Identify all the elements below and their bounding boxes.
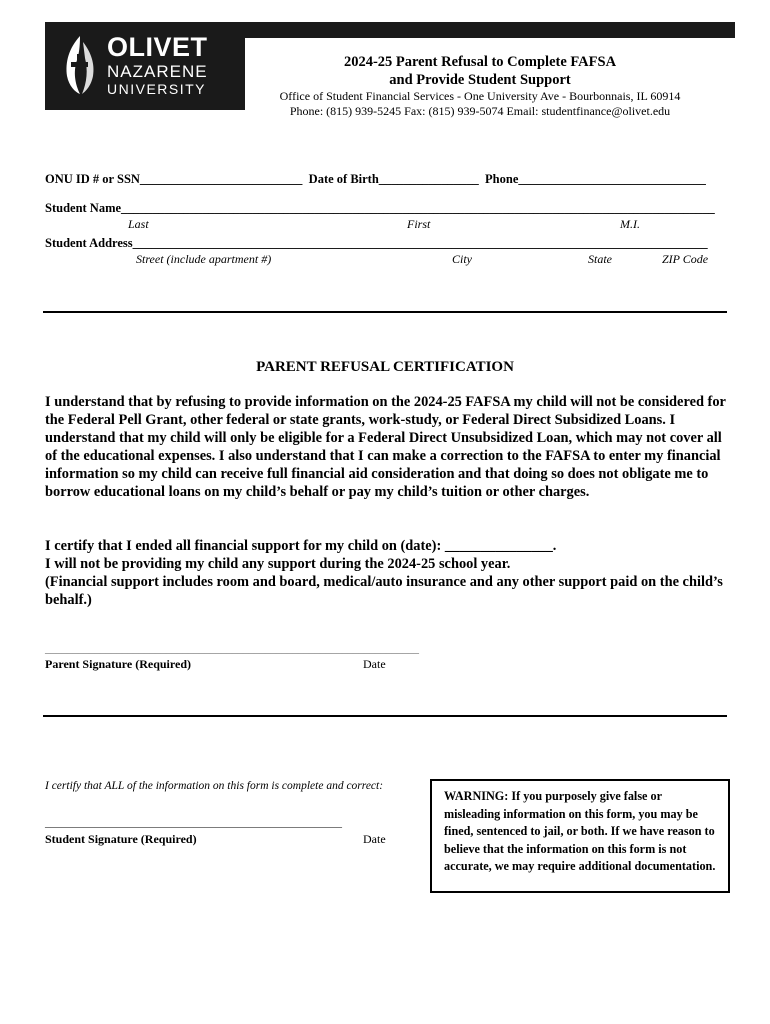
certification-title: PARENT REFUSAL CERTIFICATION (256, 359, 514, 375)
name-last-label: Last (128, 217, 149, 231)
logo-text-olivet: OLIVET (107, 32, 208, 62)
support-definition: (Financial support includes room and board, medical/auto insurance and any other support paid on the child’s behalf.) (45, 574, 723, 608)
student-signature-label: Student Signature (Required) (45, 832, 197, 846)
student-address-field[interactable]: Student Address____________________________________________________________________________________________ (45, 236, 708, 250)
certification-paragraph: I understand that by refusing to provide information on the 2024-25 FAFSA my child will not be considered for the Federal Pell Grant, other federal or state grants, work-study, or Federal Direct Subsidized Loans. I understand that my child will only be eligible for a Federal Direct Unsubsidized Loan, which may not cover all of the educational expenses. I also understand that I can make a correction to the FAFSA to enter my financial information so my child can receive full financial aid consideration and that doing so does not obligate me to borrow educational loans on my child’s behalf or pay my child’s tuition or other charges. (45, 394, 726, 500)
section-divider (43, 311, 727, 313)
parent-signature-line[interactable]: ____________________________________________________________________ (45, 643, 419, 655)
id-dob-phone-row[interactable]: ONU ID # or SSN__________________________ Date of Birth________________ Phone______________________________ (45, 172, 706, 186)
warning-box (430, 779, 730, 893)
addr-zip-label: ZIP Code (662, 252, 709, 266)
header-band (245, 22, 735, 38)
addr-city-label: City (452, 252, 472, 266)
logo-text-university: UNIVERSITY (107, 81, 207, 97)
name-mi-label: M.I. (620, 217, 640, 231)
section-divider-2 (43, 715, 727, 717)
form-title-line1: 2024-25 Parent Refusal to Complete FAFSA (343, 54, 617, 70)
student-date-label: Date (363, 832, 386, 846)
student-name-field[interactable]: Student Name_______________________________________________________________________________________________ (45, 201, 715, 215)
cross-flame-icon (61, 34, 99, 96)
name-first-label: First (407, 217, 431, 231)
student-signature-line[interactable]: ______________________________________________________ (45, 817, 342, 829)
office-address: Office of Student Financial Services - One University Ave - Bourbonnais, IL 60914 (279, 89, 681, 103)
parent-signature-label: Parent Signature (Required) (45, 657, 191, 671)
support-ended-line[interactable]: I certify that I ended all financial support for my child on (date): _______________. (45, 538, 557, 554)
warning-text: WARNING: If you purposely give false or misleading information on this form, you may be fined, sentenced to jail, or both. If we have reason to believe that the information on this form is not accurate, we may require additional documentation. (444, 789, 716, 874)
university-logo (45, 22, 245, 110)
no-support-line: I will not be providing my child any support during the 2024-25 school year. (45, 556, 511, 572)
logo-text-nazarene: NAZARENE (107, 62, 208, 81)
parent-date-label: Date (363, 657, 386, 671)
office-contact: Phone: (815) 939-5245 Fax: (815) 939-5074 Email: studentfinance@olivet.edu (289, 104, 671, 118)
addr-state-label: State (588, 252, 612, 266)
form-title-line2: and Provide Student Support (389, 72, 571, 88)
addr-street-label: Street (include apartment #) (136, 252, 272, 266)
student-certify-text: I certify that ALL of the information on this form is complete and correct: (45, 780, 384, 792)
